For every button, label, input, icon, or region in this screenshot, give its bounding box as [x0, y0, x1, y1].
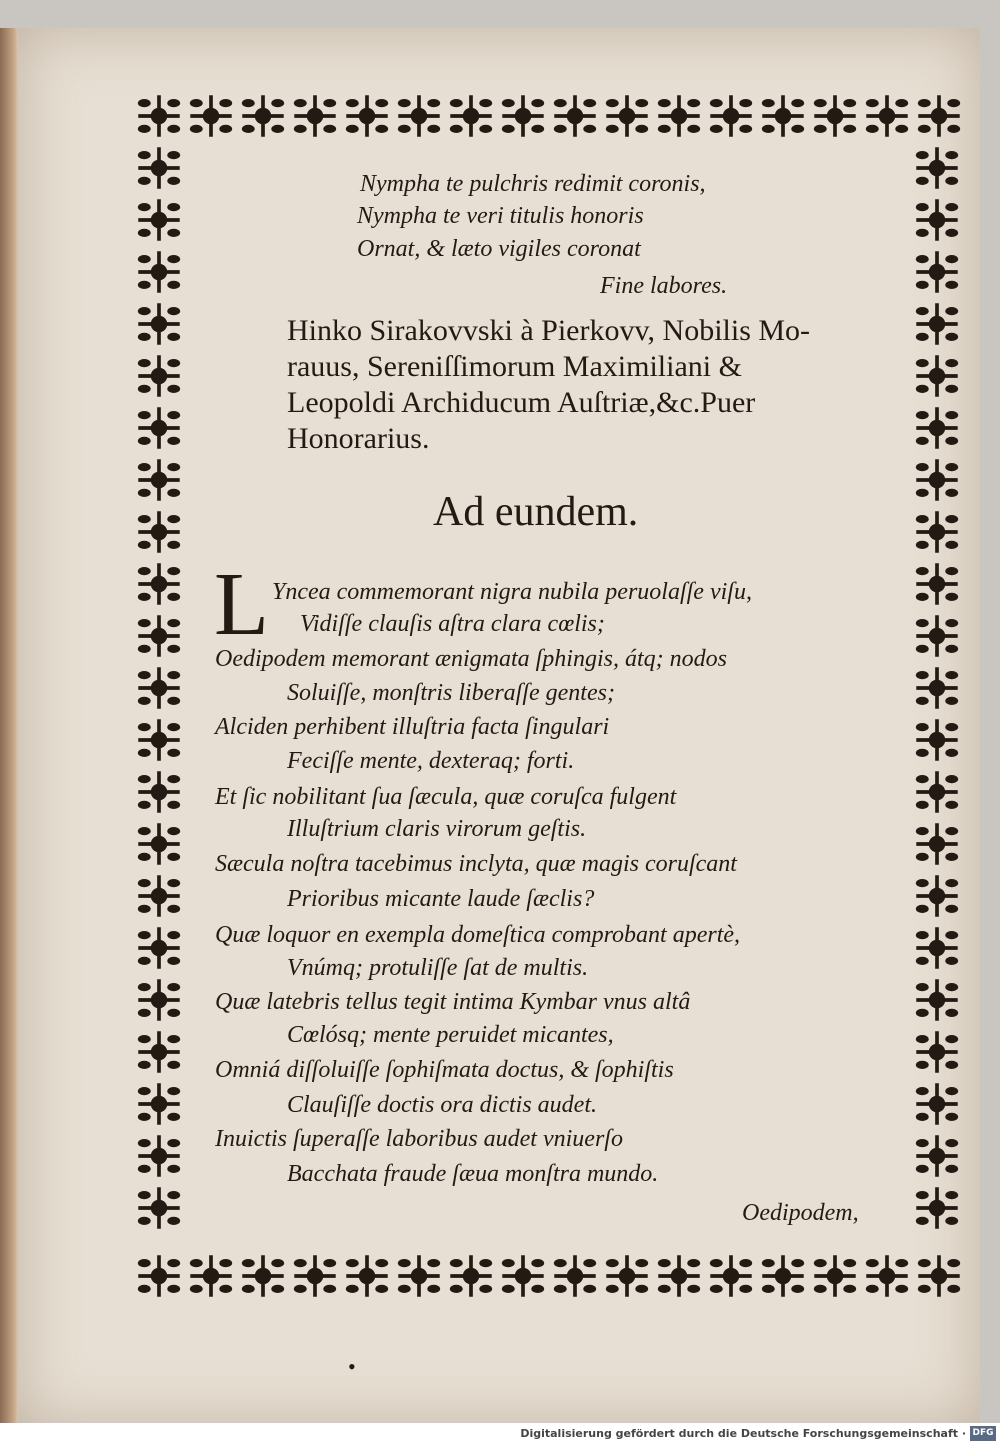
catchword: Oedipodem,: [742, 1200, 859, 1226]
ornament-border-left: [133, 142, 185, 1250]
author-line-3: Leopoldi Archiducum Auſtriæ,&c.Puer: [287, 386, 756, 419]
author-line-4: Honorarius.: [287, 422, 430, 455]
dfg-logo: DFG: [970, 1426, 996, 1441]
poem-line-1: Yncea commemorant nigra nubila peruolaſſe viſu,: [272, 579, 752, 605]
digitization-footer: [0, 1423, 1000, 1445]
ornament-border-bottom: [133, 1250, 963, 1302]
poem-line-8: Illuſtrium claris virorum geſtis.: [287, 816, 587, 842]
poem-line-15: Omniá diſſoluiſſe ſophiſmata doctus, & ſophiſtis: [215, 1057, 674, 1083]
poem-line-18: Bacchata fraude ſæua monſtra mundo.: [287, 1161, 659, 1187]
poem-line-7: Et ſic nobilitant ſua ſæcula, quæ coruſca fulgent: [215, 784, 677, 810]
book-gutter: [0, 28, 20, 1428]
poem-line-4: Soluiſſe, monſtris liberaſſe gentes;: [287, 680, 615, 706]
poem-line-16: Clauſiſſe doctis ora dictis audet.: [287, 1092, 597, 1118]
poem-line-10: Prioribus micante laude ſæclis?: [287, 886, 595, 912]
poem-line-3: Oedipodem memorant ænigmata ſphingis, átq; nodos: [215, 646, 727, 672]
poem-line-13: Quæ latebris tellus tegit intima Kymbar vnus altâ: [215, 989, 691, 1015]
poem-top-line-1: Nympha te pulchris redimit coronis,: [360, 171, 706, 197]
poem-line-12: Vnúmq; protuliſſe ſat de multis.: [287, 955, 589, 981]
poem-line-14: Cœlósq; mente peruidet micantes,: [287, 1022, 614, 1048]
ornament-border-right: [911, 142, 963, 1250]
poem-line-9: Sæcula noſtra tacebimus inclyta, quæ magis coruſcant: [215, 851, 737, 877]
ornament-border-top: [133, 90, 963, 142]
page-mark: •: [348, 1354, 356, 1379]
footer-credit-text: Digitalisierung gefördert durch die Deutsche Forschungsgemeinschaft ·: [520, 1427, 966, 1440]
poem-line-17: Inuictis ſuperaſſe laboribus audet vniuerſo: [215, 1126, 623, 1152]
poem-line-6: Feciſſe mente, dexteraq; forti.: [287, 748, 575, 774]
poem-top-line-3: Ornat, & læto vigiles coronat: [357, 236, 641, 262]
drop-cap: L: [214, 555, 269, 654]
poem-line-11: Quæ loquor en exempla domeſtica comprobant apertè,: [215, 922, 741, 948]
author-paragraph: [287, 313, 887, 457]
poem-top-line-4: Fine labores.: [600, 273, 728, 299]
author-line-2: rauus, Sereniſſimorum Maximiliani &: [287, 350, 742, 383]
author-line-1: Hinko Sirakovvski à Pierkovv, Nobilis Mo-: [287, 314, 811, 347]
poem-line-5: Alciden perhibent illuſtria facta ſingulari: [215, 714, 610, 740]
poem-line-2: Vidiſſe clauſis aſtra clara cœlis;: [300, 611, 605, 637]
section-heading: Ad eundem.: [433, 489, 639, 535]
poem-top-line-2: Nympha te veri titulis honoris: [357, 203, 644, 229]
